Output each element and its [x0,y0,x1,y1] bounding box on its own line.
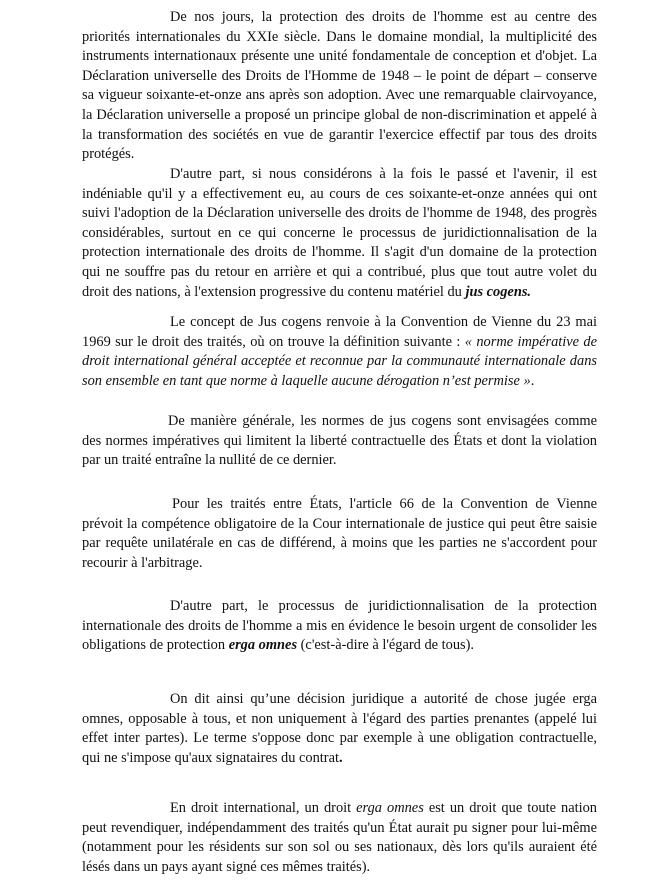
paragraph-7 [82,690,597,768]
paragraph-2 [82,165,597,302]
paragraph-6-erga-omnes: erga omnes [228,637,298,654]
paragraph-3-end: . [530,372,535,389]
paragraph-2-text: D'autre part, si nous considérons à la fois le passé et l'avenir, il est indéniable qu'il y a effectivement eu, au cours de ces soixante-et-onze années qui ont suivi l'adoption de la Déclaration universelle des droits de l'homme de 1948, des progrès considérables, surtout en ce qui concerne le processus de juridictionnalisation de la protection internationale des droits de l'homme. Il s'agit d'un domaine de la protection qui ne souffre pas du retour en arrière et qui a contribué, plus que tout autre volet du droit des nations, à l'extension progressive du contenu matériel du [82,166,597,300]
paragraph-6-end: (c'est-à-dire à l'égard de tous). [297,637,475,654]
paragraph-4-text: De manière générale, les normes de jus cogens sont envisagées comme des normes impératives qui limitent la liberté contractuelle des États et dont la violation par un traité entraîne la nullité de ce dernier. [82,413,597,469]
paragraph-8-erga-omnes: erga omnes [356,800,424,816]
paragraph-6 [82,597,597,656]
paragraph-1 [82,8,597,165]
paragraph-5-text: Pour les traités entre États, l'article 66 de la Convention de Vienne prévoit la compétence obligatoire de la Cour internationale de justice qui peut être saisie par requête unilatérale en cas de différend, à moins que les parties ne s'accordent pour recourir à l'arbitrage. [82,496,597,571]
paragraph-7-text: On dit ainsi qu’une décision juridique a autorité de chose jugée erga omnes, opposable à tous, et non uniquement à l'égard des parties prenantes (appelé lui effet inter partes). Le terme s'oppose donc par exemple à une obligation contractuelle, qui ne s'impose qu'aux signataires du contrat [82,691,597,766]
paragraph-2-jus-cogens: jus cogens. [465,283,532,300]
paragraph-6-text: D'autre part, le processus de juridictionnalisation de la protection internationale des droits de l'homme a mis en évidence le besoin urgent de consolider les obligations de protection [82,598,597,654]
paragraph-8-text: En droit international, un droit [170,800,357,816]
paragraph-3 [82,313,597,391]
paragraph-3-quote: « norme impérative de droit international général acceptée et reconnue par la communauté internationale dans son ensemble en tant que norme à laquelle aucune dérogation n’est permise » [82,333,597,389]
paragraph-7-bold-period: . [338,749,343,766]
paragraph-4 [82,412,597,471]
paragraph-8-end: est un droit que toute nation peut revendiquer, indépendamment des traités qu'un État aurait pu signer pour lui-même (notamment pour les résidents sur son sol ou ses nationaux, dès lors qu'ils auraient été lésés dans un pays ayant signé ces mêmes traités). [82,800,597,875]
paragraph-3-text: Le concept de Jus cogens renvoie à la Convention de Vienne du 23 mai 1969 sur le droit des traités, où on trouve la définition suivante : [82,314,597,350]
paragraph-1-text: De nos jours, la protection des droits de l'homme est au centre des priorités internationales du XXIe siècle. Dans le domaine mondial, la multiplicité des instruments internationaux présente une unité fondamentale de conception et d'objet. La Déclaration universelle des Droits de l'Homme de 1948 – le point de départ – conserve sa vigueur soixante-et-onze ans après son adoption. Avec une remarquable clairvoyance, la Déclaration universelle a proposé un principe global de non-discrimination et appelé à la transformation des sociétés en vue de garantir l'exercice effectif par tous des droits protégés. [82,9,597,163]
paragraph-8 [82,799,597,877]
paragraph-5 [82,495,597,573]
